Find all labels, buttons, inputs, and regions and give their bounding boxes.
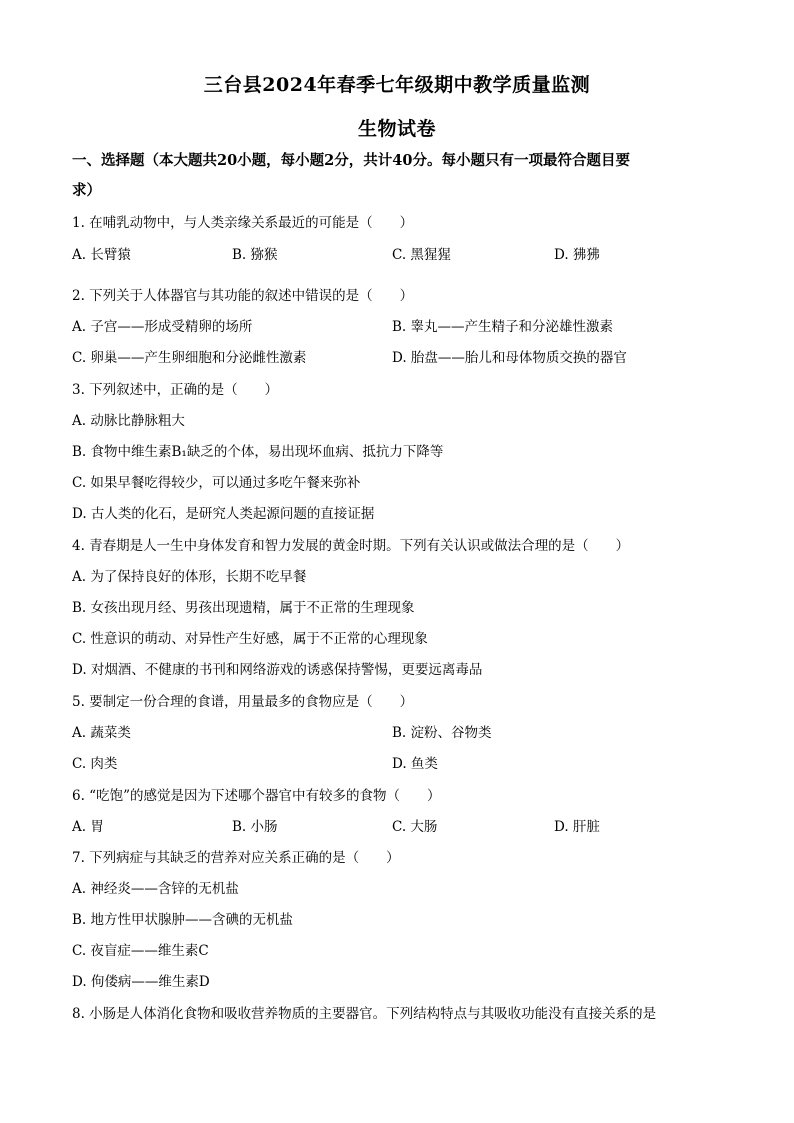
question-7-option-d: D. 佝偻病——维生素D: [72, 974, 210, 990]
question-7-option-a: A. 神经炎——含锌的无机盐: [72, 881, 239, 897]
question-2-option-b: B. 睾丸——产生精子和分泌雄性激素: [392, 319, 614, 335]
question-6-option-b: B. 小肠: [232, 819, 278, 835]
question-3-option-a: A. 动脉比静脉粗大: [72, 413, 185, 429]
question-1-option-a: A. 长臂猿: [72, 247, 131, 263]
question-4-option-d: D. 对烟酒、不健康的书刊和网络游戏的诱惑保持警惕，更要远离毒品: [72, 662, 483, 678]
question-3-stem: 3. 下列叙述中，正确的是（ ）: [72, 382, 279, 398]
question-4-option-c: C. 性意识的萌动、对异性产生好感，属于不正常的心理现象: [72, 631, 428, 647]
question-2-stem: 2. 下列关于人体器官与其功能的叙述中错误的是（ ）: [72, 288, 414, 304]
question-6-option-c: C. 大肠: [392, 819, 438, 835]
question-3-option-c: C. 如果早餐吃得较少，可以通过多吃午餐来弥补: [72, 475, 361, 491]
question-6-option-d: D. 肝脏: [554, 819, 600, 835]
exam-subtitle: 生物试卷: [357, 118, 436, 140]
question-4-option-a: A. 为了保持良好的体形，长期不吃早餐: [72, 569, 307, 585]
question-5-option-b: B. 淀粉、谷物类: [392, 725, 492, 741]
question-7-stem: 7. 下列病症与其缺乏的营养对应关系正确的是（ ）: [72, 850, 400, 866]
question-1-stem: 1. 在哺乳动物中，与人类亲缘关系最近的可能是（ ）: [72, 215, 414, 231]
question-4-option-b: B. 女孩出现月经、男孩出现遗精，属于不正常的生理现象: [72, 600, 415, 616]
question-7-option-c: C. 夜盲症——维生素C: [72, 943, 209, 959]
question-3-option-d: D. 古人类的化石，是研究人类起源问题的直接证据: [72, 506, 375, 522]
question-3-option-b: B. 食物中维生素B₁缺乏的个体，易出现坏血病、抵抗力下降等: [72, 444, 444, 460]
exam-title: 三台县2024年春季七年级期中教学质量监测: [203, 74, 591, 96]
question-1-option-d: D. 狒狒: [554, 247, 600, 263]
question-5-option-c: C. 肉类: [72, 756, 118, 772]
question-1-option-b: B. 猕猴: [232, 247, 278, 263]
question-7-option-b: B. 地方性甲状腺肿——含碘的无机盐: [72, 912, 294, 928]
question-5-option-a: A. 蔬菜类: [72, 725, 131, 741]
question-5-option-d: D. 鱼类: [392, 756, 438, 772]
question-8-stem: 8. 小肠是人体消化食物和吸收营养物质的主要器官。下列结构特点与其吸收功能没有直接关系的是: [72, 1006, 657, 1022]
question-2-option-c: C. 卵巢——产生卵细胞和分泌雌性激素: [72, 350, 307, 366]
question-2-option-d: D. 胎盘——胎儿和母体物质交换的器官: [392, 350, 627, 366]
question-6-option-a: A. 胃: [72, 819, 104, 835]
section-heading-cont: 求）: [72, 182, 101, 199]
question-2-option-a: A. 子宫——形成受精卵的场所: [72, 319, 253, 335]
question-1-option-c: C. 黑猩猩: [392, 247, 451, 263]
question-5-stem: 5. 要制定一份合理的食谱，用量最多的食物应是（ ）: [72, 694, 414, 710]
section-heading: 一、选择题（本大题共20小题，每小题2分，共计40分。每小题只有一项最符合题目要: [72, 152, 630, 169]
question-4-stem: 4. 青春期是人一生中身体发育和智力发展的黄金时期。下列有关认识或做法合理的是（ ）: [72, 538, 630, 554]
question-6-stem: 6. “吃饱”的感觉是因为下述哪个器官中有较多的食物（ ）: [72, 788, 441, 804]
